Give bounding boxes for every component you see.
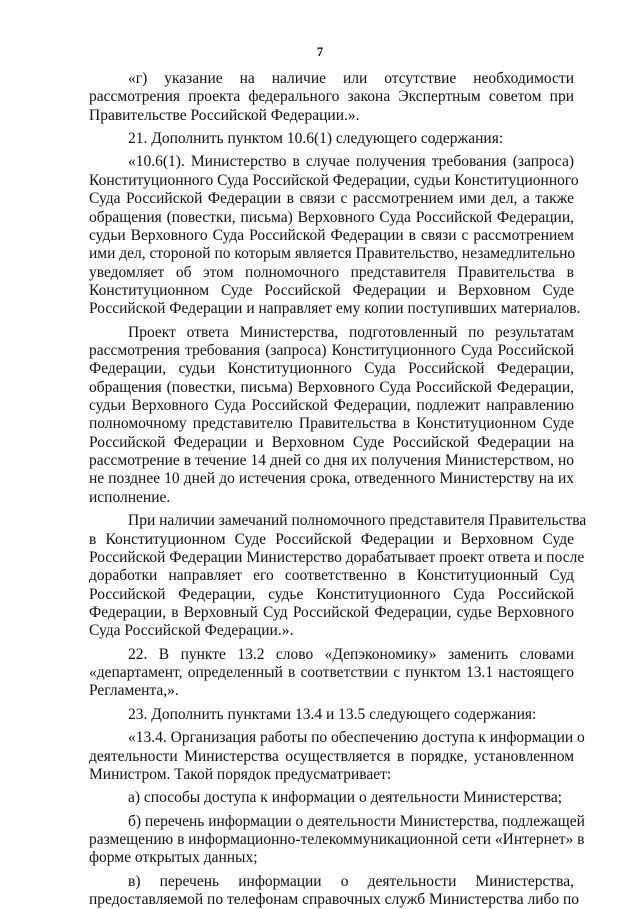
text-line: обращения (повестки, письма) Верховного Суда Российской Федерации, bbox=[89, 209, 574, 226]
text-line: Министром. Такой порядок предусматривает: bbox=[89, 766, 392, 783]
text-line: Суда Российской Федерации в связи с рассмотрением ими дел, а также bbox=[89, 190, 574, 207]
text-line: судьи Верховного Суда Российской Федерации в связи с рассмотрением bbox=[89, 227, 574, 244]
text-line: рассмотрения проекта федерального закона Экспертным советом при bbox=[89, 88, 574, 105]
text-line: уведомляет об этом полномочного представителя Правительства в bbox=[89, 264, 574, 281]
text-line: 23. Дополнить пунктами 13.4 и 13.5 следующего содержания: bbox=[128, 706, 537, 723]
text-line: Федерации, в Верховный Суд Российской Федерации, судье Верховного bbox=[89, 604, 574, 621]
text-line: обращения (повестки, письма) Верховного Суда Российской Федерации, bbox=[89, 379, 574, 396]
text-line: деятельности Министерства осуществляется в порядке, установленном bbox=[89, 748, 574, 765]
text-line: полномочному представителю Правительства в Конституционном Суде bbox=[89, 415, 574, 432]
text-line: не позднее 10 дней до истечения срока, отведенного Министерству на их bbox=[89, 470, 574, 487]
text-line: Российской Федерации, судье Конституционного Суда Российской bbox=[89, 586, 574, 603]
text-line: 21. Дополнить пунктом 10.6(1) следующего содержания: bbox=[128, 130, 504, 147]
text-line: в) перечень информации о деятельности Министерства, bbox=[128, 873, 574, 890]
text-line: «департамент, определенный в соответствии с пунктом 13.1 настоящего bbox=[89, 664, 574, 681]
text-line: б) перечень информации о деятельности Министерства, подлежащей bbox=[128, 813, 585, 830]
text-line: в Конституционном Суде Российской Федерации и Верховном Суде bbox=[89, 531, 574, 548]
text-line: Суда Российской Федерации.». bbox=[89, 622, 294, 639]
text-line: рассмотрение в течение 14 дней со дня их получения Министерством, но bbox=[89, 452, 574, 469]
text-line: ими дел, стороной по которым является Правительство, незамедлительно bbox=[89, 245, 576, 262]
text-line: исполнение. bbox=[89, 489, 171, 506]
text-line: Российской Федерации и направляет ему копии поступивших материалов. bbox=[89, 300, 581, 317]
text-line: «10.6(1). Министерство в случае получения требования (запроса) bbox=[128, 153, 574, 170]
text-line: Российской Федерации и Верховном Суде Российской Федерации на bbox=[89, 434, 574, 451]
text-line: При наличии замечаний полномочного представителя Правительства bbox=[128, 512, 587, 529]
text-line: «13.4. Организация работы по обеспечению доступа к информации о bbox=[128, 729, 585, 746]
text-line: Федерации, судьи Конституционного Суда Российской Федерации, bbox=[89, 360, 574, 377]
text-line: а) способы доступа к информации о деятельности Министерства; bbox=[128, 789, 563, 806]
text-line: доработки направляет его соответственно в Конституционный Суд bbox=[89, 567, 574, 584]
text-line: размещению в информационно-телекоммуникационной сети «Интернет» в bbox=[89, 831, 585, 848]
text-line: Конституционном Суде Российской Федерации и Верховном Суде bbox=[89, 282, 574, 299]
text-line: предоставляемой по телефонам справочных служб Министерства либо по bbox=[89, 891, 580, 908]
text-line: рассмотрения требования (запроса) Конституционного Суда Российской bbox=[89, 342, 574, 359]
text-line: Российской Федерации Министерство дорабатывает проект ответа и после bbox=[89, 549, 585, 566]
page-number: 7 bbox=[316, 44, 324, 59]
text-line: Регламента,». bbox=[89, 682, 179, 699]
text-line: Правительстве Российской Федерации.». bbox=[89, 107, 360, 124]
text-line: Конституционного Суда Российской Федерации, судьи Конституционного bbox=[89, 172, 579, 189]
text-line: «г) указание на наличие или отсутствие необходимости bbox=[128, 70, 574, 87]
text-line: судьи Верховного Суда Российской Федерации, подлежит направлению bbox=[89, 397, 574, 414]
text-line: 22. В пункте 13.2 слово «Депэкономику» заменить словами bbox=[128, 646, 574, 663]
text-line: Проект ответа Министерства, подготовленный по результатам bbox=[128, 324, 574, 341]
text-line: форме открытых данных; bbox=[89, 849, 258, 866]
